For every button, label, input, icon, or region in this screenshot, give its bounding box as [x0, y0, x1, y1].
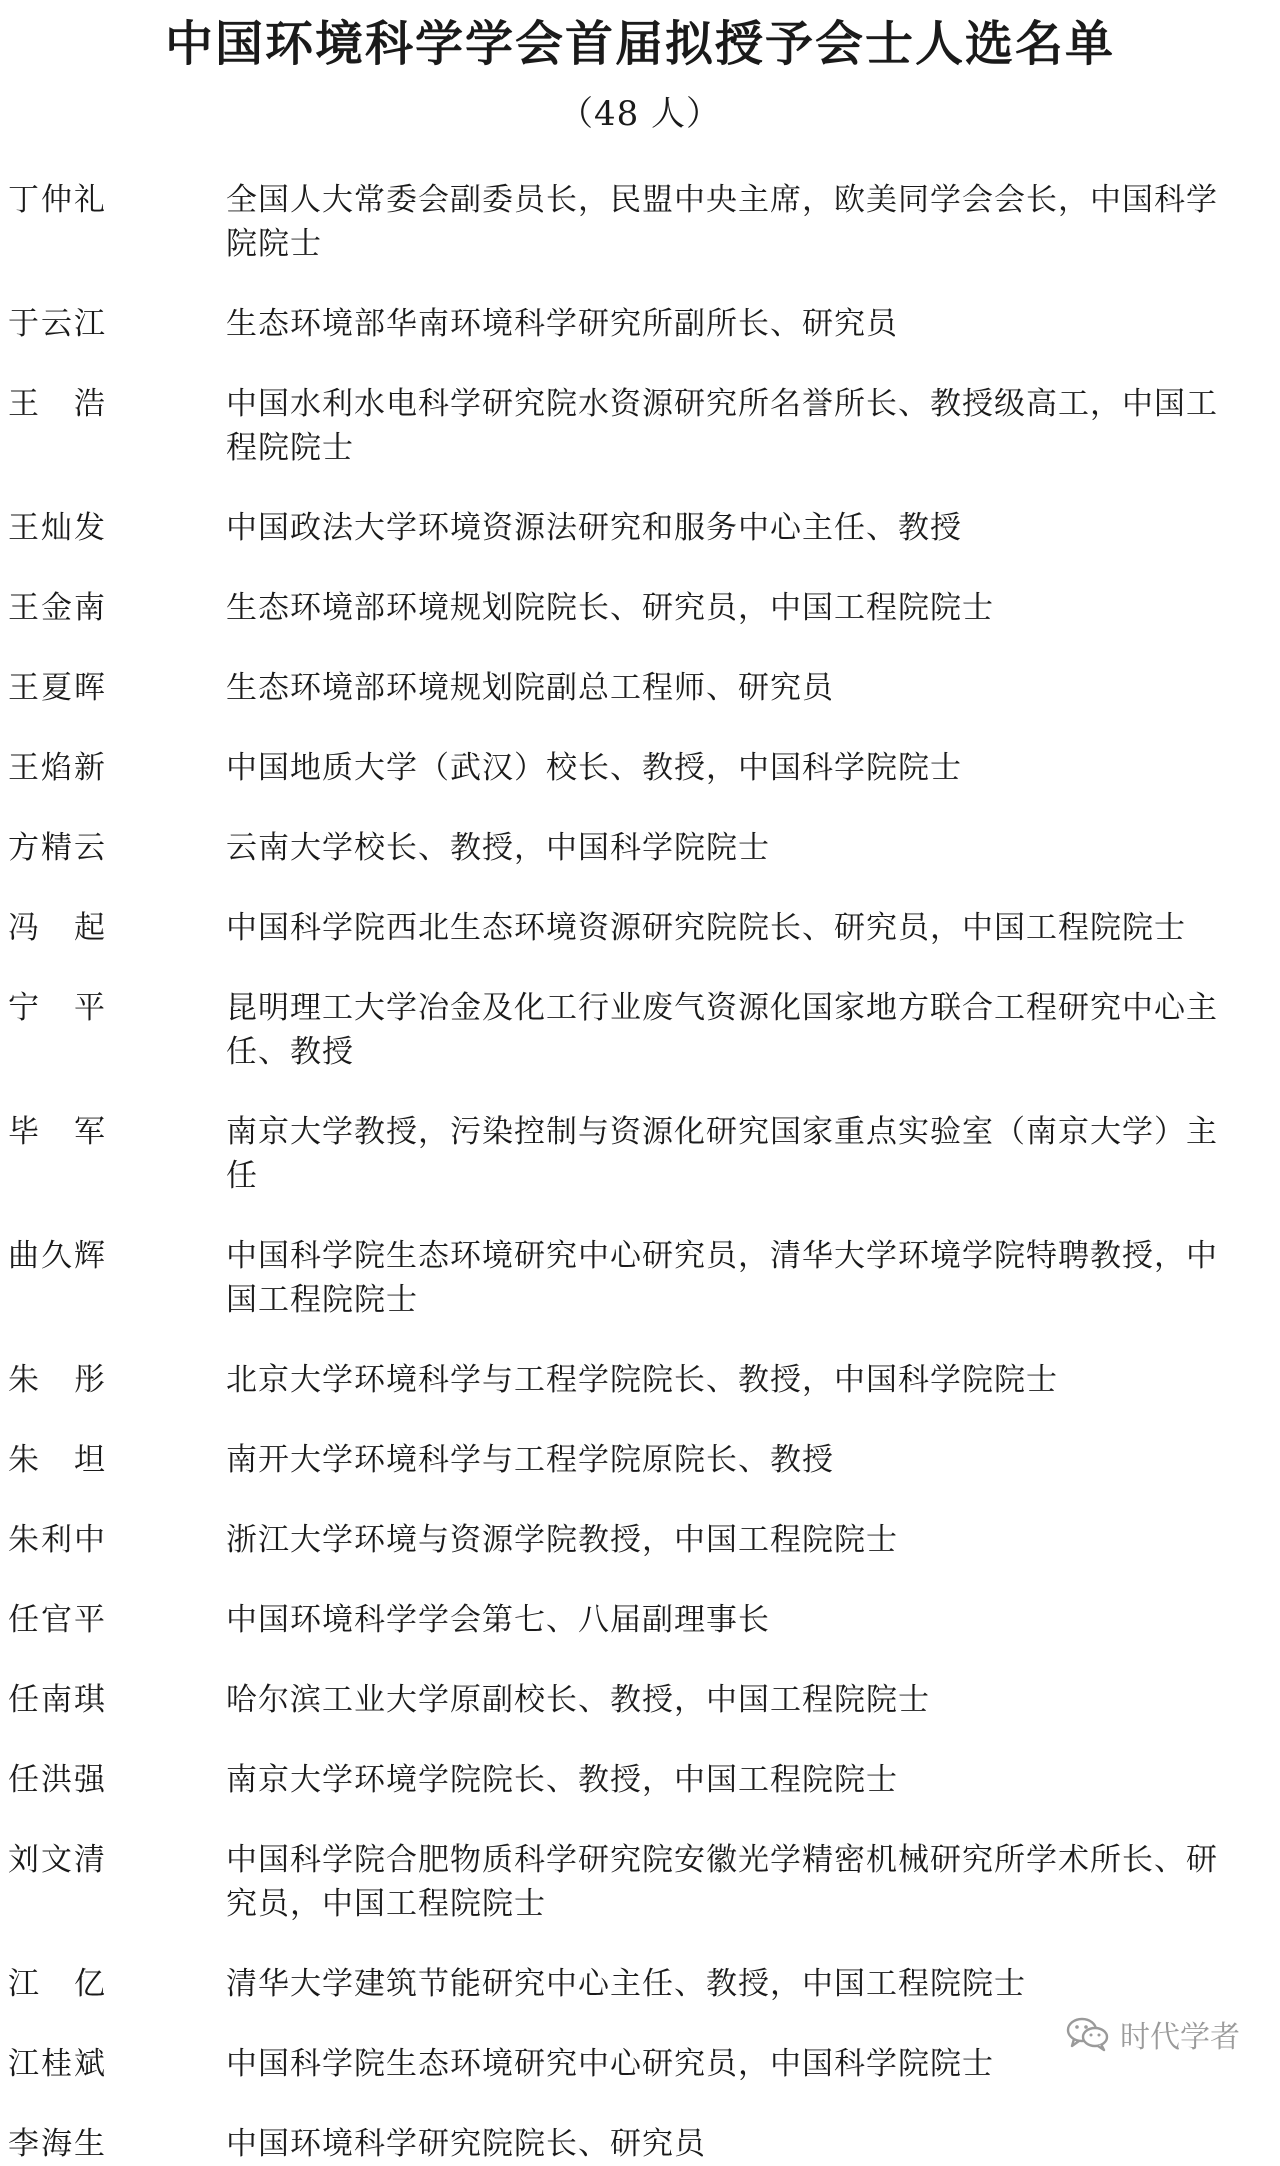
- nominee-row: [0, 746, 1280, 790]
- nominee-description: 南开大学环境科学与工程学院原院长、教授: [226, 1442, 834, 1478]
- nominee-name: 毕 军: [8, 1114, 107, 1150]
- nominee-description: 中国政法大学环境资源法研究和服务中心主任、教授: [226, 510, 962, 546]
- nominee-name: 曲久辉: [8, 1238, 107, 1274]
- nominee-row: [0, 1358, 1280, 1402]
- nominee-description: 生态环境部环境规划院副总工程师、研究员: [226, 670, 834, 706]
- nominee-name: 王金南: [8, 590, 107, 626]
- nominee-description: 南京大学教授，污染控制与资源化研究国家重点实验室（南京大学）主任: [226, 1114, 1218, 1194]
- nominee-name: 任南琪: [8, 1682, 107, 1718]
- nominee-description: 哈尔滨工业大学原副校长、教授，中国工程院院士: [226, 1682, 930, 1718]
- nominee-description: 中国水利水电科学研究院水资源研究所名誉所长、教授级高工，中国工程院院士: [226, 386, 1218, 466]
- nominee-row: [0, 2122, 1280, 2166]
- nominee-name: 宁 平: [8, 990, 107, 1026]
- nominee-name: 江 亿: [8, 1966, 107, 2002]
- nominee-row: [0, 1962, 1280, 2006]
- document-subtitle: （48 人）: [558, 94, 722, 134]
- watermark: [1062, 2010, 1244, 2058]
- nominee-row: [0, 1598, 1280, 1642]
- nominee-row: [0, 302, 1280, 346]
- wechat-icon: [1066, 2016, 1110, 2052]
- nominee-name: 李海生: [8, 2126, 107, 2162]
- nominee-description: 南京大学环境学院院长、教授，中国工程院院士: [226, 1762, 898, 1798]
- nominee-name: 任官平: [8, 1602, 107, 1638]
- nominee-name: 王夏晖: [8, 670, 107, 706]
- nominee-name: 朱 坦: [8, 1442, 107, 1478]
- nominee-description: 中国科学院生态环境研究中心研究员，清华大学环境学院特聘教授，中国工程院院士: [226, 1238, 1218, 1318]
- nominee-name: 冯 起: [8, 910, 107, 946]
- nominee-row: [0, 1234, 1280, 1318]
- nominee-name: 于云江: [8, 306, 107, 342]
- nominee-description: 生态环境部华南环境科学研究所副所长、研究员: [226, 306, 898, 342]
- nominee-name: 丁仲礼: [8, 182, 107, 218]
- nominee-description: 北京大学环境科学与工程学院院长、教授，中国科学院院士: [226, 1362, 1058, 1398]
- nominee-row: [0, 986, 1280, 1070]
- nominee-row: [0, 506, 1280, 550]
- nominee-name: 任洪强: [8, 1762, 107, 1798]
- nominee-name: 朱 彤: [8, 1362, 107, 1398]
- nominee-description: 中国科学院西北生态环境资源研究院院长、研究员，中国工程院院士: [226, 910, 1186, 946]
- watermark-text: 时代学者: [1120, 2020, 1240, 2055]
- nominee-row: [0, 1678, 1280, 1722]
- nominee-description: 云南大学校长、教授，中国科学院院士: [226, 830, 770, 866]
- nominee-row: [0, 1838, 1280, 1922]
- nominee-name: 王 浩: [8, 386, 107, 422]
- nominee-name: 朱利中: [8, 1522, 107, 1558]
- nominee-description: 全国人大常委会副委员长，民盟中央主席，欧美同学会会长，中国科学院院士: [226, 182, 1218, 262]
- nominee-description: 生态环境部环境规划院院长、研究员，中国工程院院士: [226, 590, 994, 626]
- nominee-name: 王灿发: [8, 510, 107, 546]
- nominee-name: 刘文清: [8, 1842, 107, 1878]
- nominee-description: 中国地质大学（武汉）校长、教授，中国科学院院士: [226, 750, 962, 786]
- nominee-name: 王焰新: [8, 750, 107, 786]
- nominee-row: [0, 826, 1280, 870]
- nominee-description: 中国环境科学学会第七、八届副理事长: [226, 1602, 770, 1638]
- nominee-row: [0, 1110, 1280, 1194]
- nominee-name: 方精云: [8, 830, 107, 866]
- nominee-row: [0, 178, 1280, 262]
- nominee-description: 中国科学院合肥物质科学研究院安徽光学精密机械研究所学术所长、研究员，中国工程院院士: [226, 1842, 1218, 1922]
- nominee-description: 浙江大学环境与资源学院教授，中国工程院院士: [226, 1522, 898, 1558]
- nominee-description: 中国科学院生态环境研究中心研究员，中国科学院院士: [226, 2046, 994, 2082]
- document-title: 中国环境科学学会首届拟授予会士人选名单: [164, 16, 1115, 72]
- nominee-name: 江桂斌: [8, 2046, 107, 2082]
- nominee-description: 清华大学建筑节能研究中心主任、教授，中国工程院院士: [226, 1966, 1026, 2002]
- nominee-row: [0, 1518, 1280, 1562]
- nominee-description: 中国环境科学研究院院长、研究员: [226, 2126, 706, 2162]
- nominee-row: [0, 1758, 1280, 1802]
- nominee-row: [0, 1438, 1280, 1482]
- nominee-row: [0, 666, 1280, 710]
- nominee-row: [0, 586, 1280, 630]
- nominee-row: [0, 906, 1280, 950]
- nominee-description: 昆明理工大学冶金及化工行业废气资源化国家地方联合工程研究中心主任、教授: [226, 990, 1218, 1070]
- nominee-row: [0, 382, 1280, 466]
